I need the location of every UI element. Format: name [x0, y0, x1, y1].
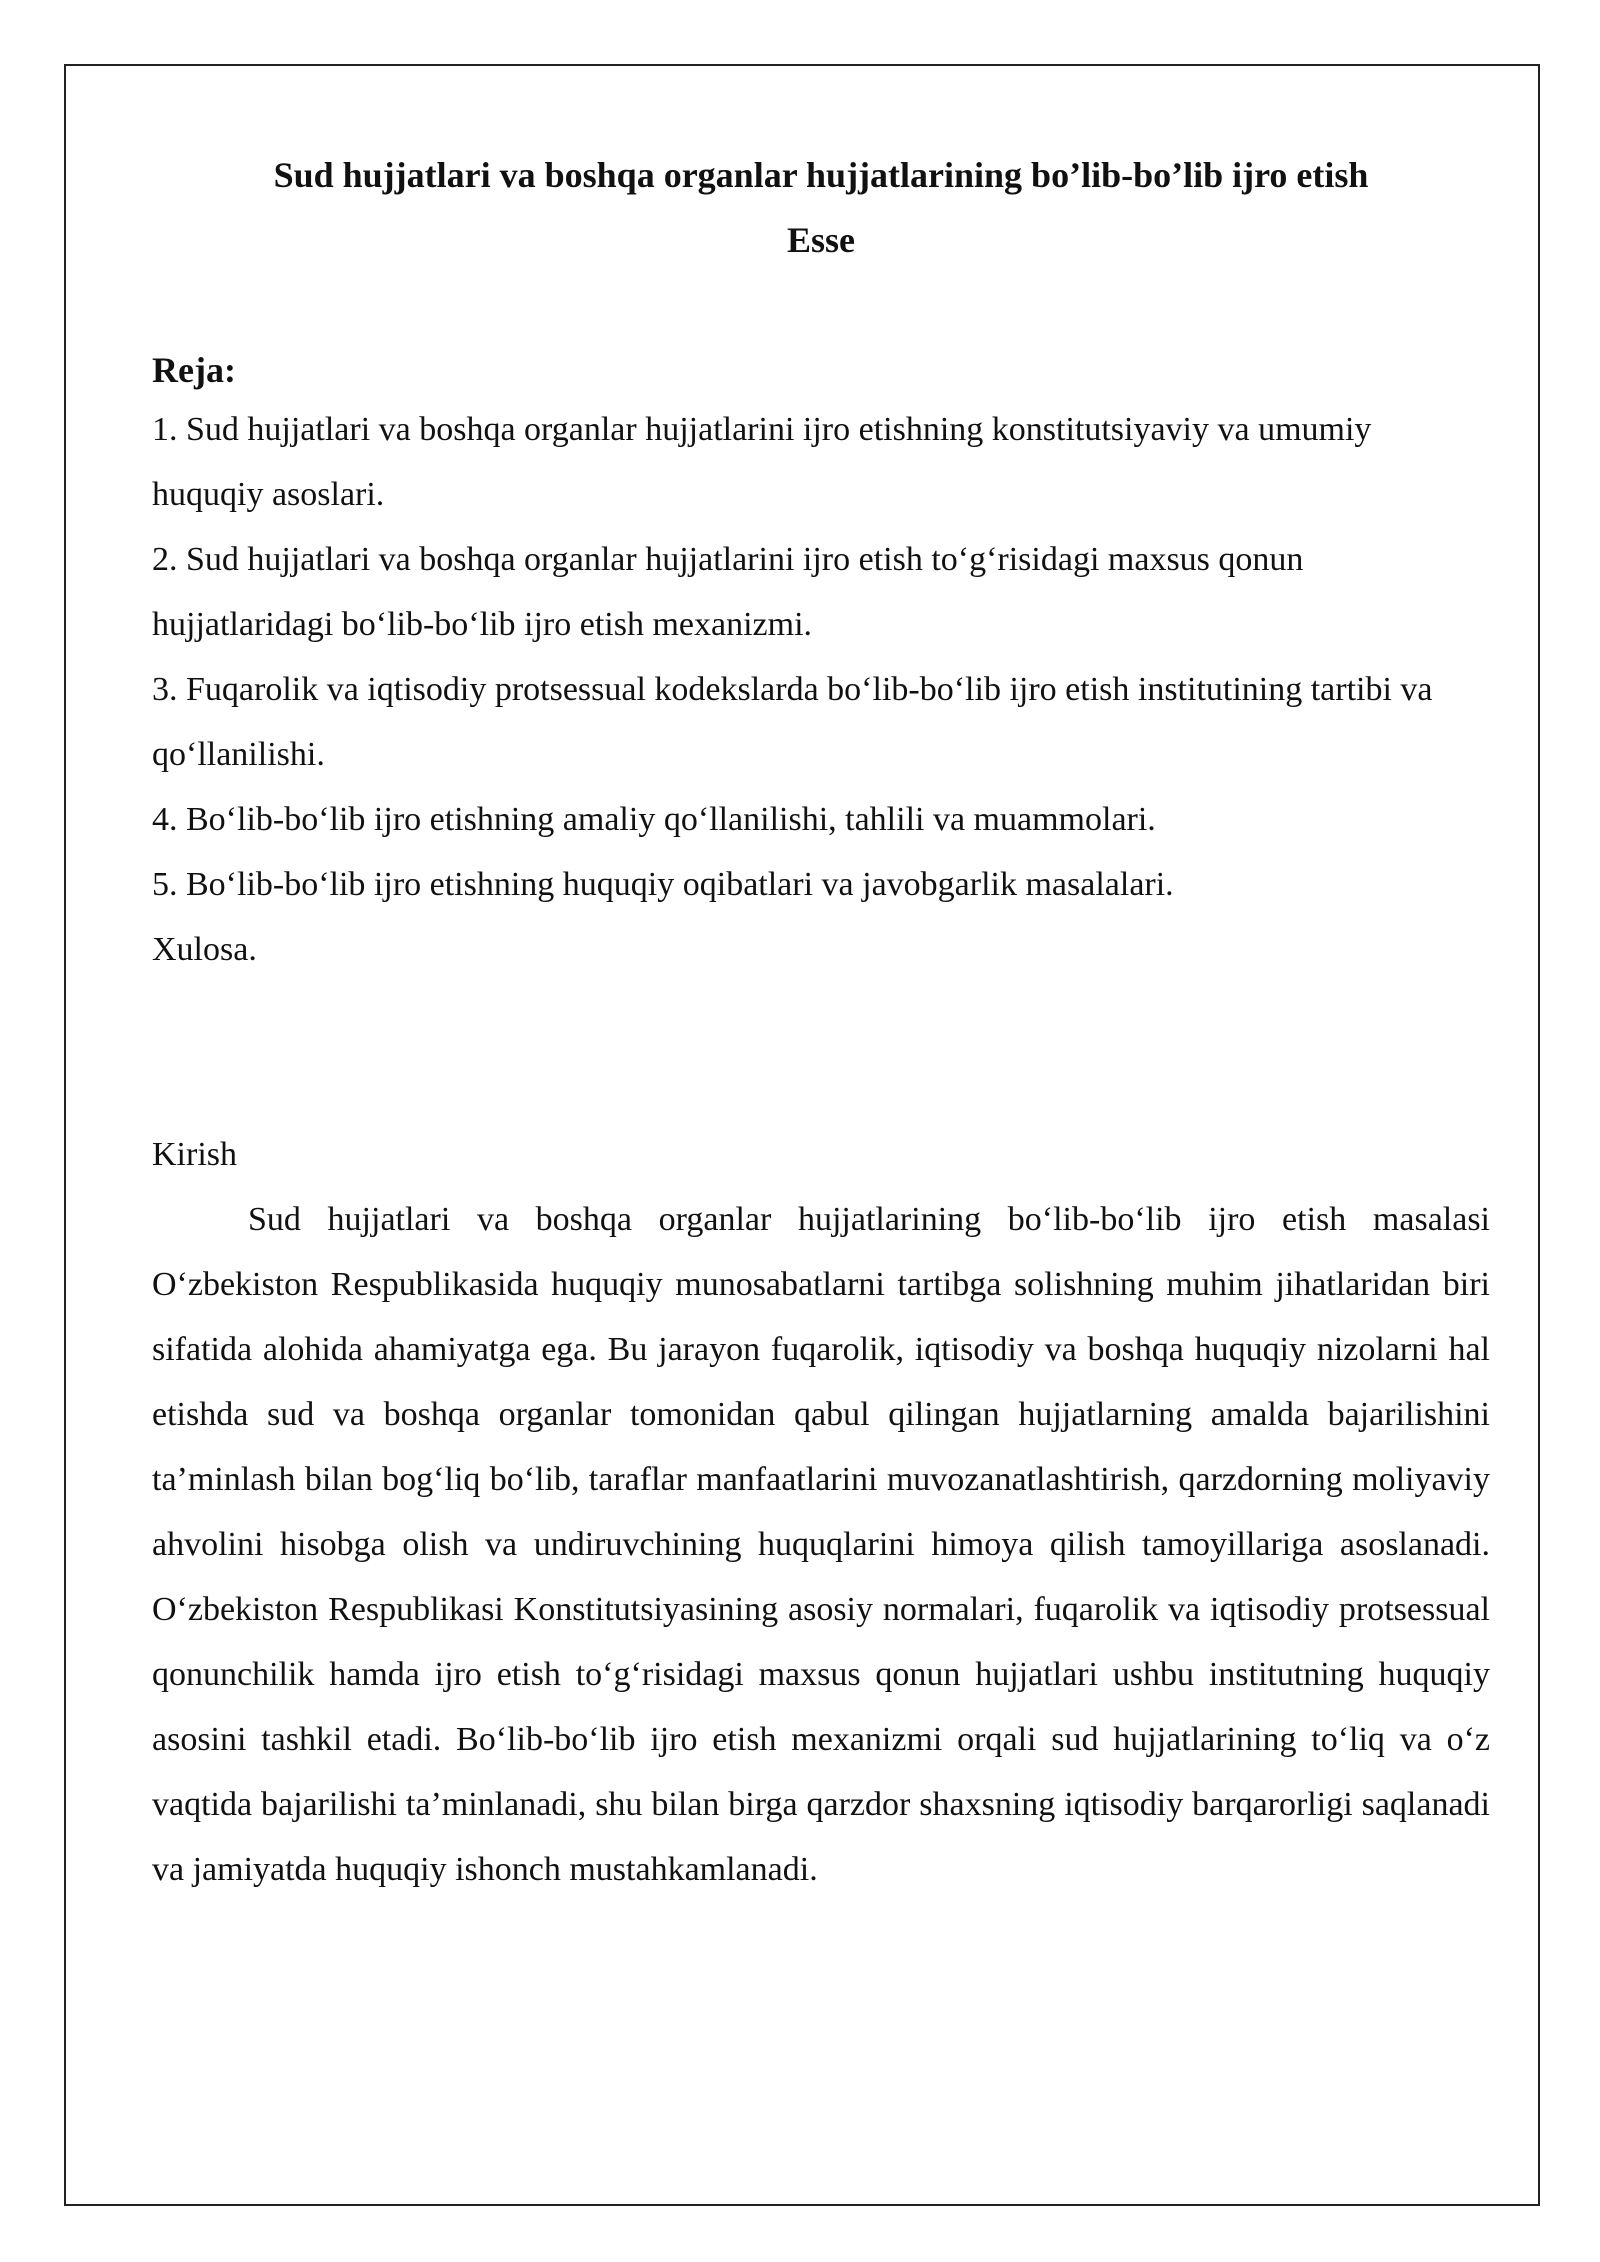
plan-item-5: 5. Bo‘lib-bo‘lib ijro etishning huquqiy oqibatlari va javobgarlik masalalari.: [152, 866, 1174, 903]
plan-item-4: 4. Bo‘lib-bo‘lib ijro etishning amaliy qo‘llanilishi, tahlili va muammolari.: [152, 801, 1156, 838]
plan-item-2: 2. Sud hujjatlari va boshqa organlar hujjatlarini ijro etish to‘g‘risidagi maxsus qonun hujjatlaridagi bo‘lib-bo‘lib ijro etish mexanizmi.: [152, 541, 1304, 643]
plan-item-conclusion: Xulosa.: [152, 931, 257, 968]
plan-list: [152, 397, 1490, 982]
introduction-paragraph: Sud hujjatlari va boshqa organlar hujjatlarining bo‘lib-bo‘lib ijro etish masalasi O‘zbekiston Respublikasida huquqiy munosabatlarni tartibga solishning muhim jihatlaridan biri sifatida alohida ahamiyatga ega. Bu jarayon fuqarolik, iqtisodiy va boshqa huquqiy nizolarni hal etishda sud va boshqa organlar tomonidan qabul qilingan hujjatlarning amalda bajarilishini ta’minlash bilan bog‘liq bo‘lib, taraflar manfaatlarini muvozanatlashtirish, qarzdorning moliyaviy ahvolini hisobga olish va undiruvchining huquqlarini himoya qilish tamoyillariga asoslanadi. O‘zbekiston Respublikasi Konstitutsiyasining asosiy normalari, fuqarolik va iqtisodiy protsessual qonunchilik hamda ijro etish to‘g‘risidagi maxsus qonun hujjatlari ushbu institutning huquqiy asosini tashkil etadi. Bo‘lib-bo‘lib ijro etish mexanizmi orqali sud hujjatlarining to‘liq va o‘z vaqtida bajarilishi ta’minlanadi, shu bilan birga qarzdor shaxsning iqtisodiy barqarorligi saqlanadi va jamiyatda huquqiy ishonch mustahkamlanadi.: [152, 1201, 1490, 1888]
plan-item-1: 1. Sud hujjatlari va boshqa organlar hujjatlarini ijro etishning konstitutsiyaviy va umumiy huquqiy asoslari.: [152, 411, 1372, 513]
plan-heading: Reja:: [152, 350, 236, 390]
plan-item-3: 3. Fuqarolik va iqtisodiy protsessual kodekslarda bo‘lib-bo‘lib ijro etish institutining tartibi va qo‘llanilishi.: [152, 671, 1433, 773]
introduction-heading: Kirish: [152, 1136, 237, 1173]
document-subtitle: Esse: [786, 220, 855, 260]
document-title: Sud hujjatlari va boshqa organlar hujjatlarining bo’lib-bo’lib ijro etish: [273, 155, 1369, 195]
